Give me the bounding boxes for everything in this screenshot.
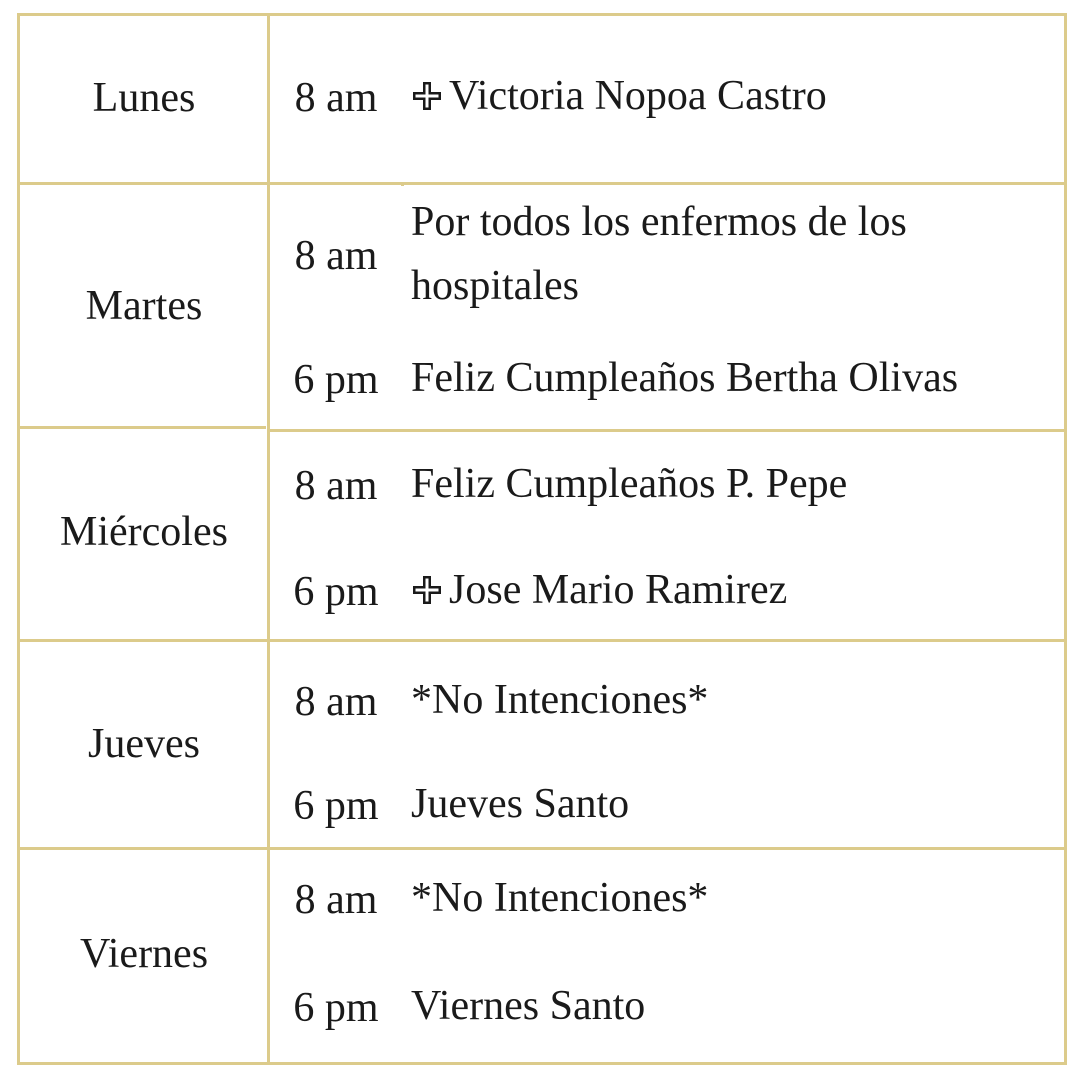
cross-icon xyxy=(411,574,443,606)
day-label-miercoles: Miércoles xyxy=(60,509,228,555)
mass-intention: Feliz Cumpleaños Bertha Olivas xyxy=(411,355,959,401)
intention-text: Jose Mario Ramirez xyxy=(449,567,788,613)
mass-intention: *No Intenciones* xyxy=(411,875,709,921)
intention-line: hospitales xyxy=(411,263,579,309)
mass-time: 8 am xyxy=(294,233,378,279)
row-divider xyxy=(18,639,1066,642)
mass-time: 6 pm xyxy=(293,783,379,829)
day-label-martes: Martes xyxy=(85,283,203,329)
mass-time: 6 pm xyxy=(293,985,379,1031)
mass-time: 8 am xyxy=(294,75,378,121)
mass-time: 6 pm xyxy=(293,569,379,615)
mass-time: 6 pm xyxy=(293,357,379,403)
mass-intention xyxy=(411,64,827,128)
day-label-viernes: Viernes xyxy=(79,931,209,977)
day-label-lunes: Lunes xyxy=(92,75,196,121)
mass-time: 8 am xyxy=(294,463,378,509)
row-divider xyxy=(18,847,1066,850)
mass-intention: *No Intenciones* xyxy=(411,677,709,723)
cross-icon xyxy=(411,80,443,112)
mass-intention: Jueves Santo xyxy=(411,781,630,827)
mass-intention: Feliz Cumpleaños P. Pepe xyxy=(411,461,848,507)
mass-time: 8 am xyxy=(294,877,378,923)
mass-intention: Viernes Santo xyxy=(411,983,646,1029)
mass-time: 8 am xyxy=(294,679,378,725)
intention-line: Por todos los enfermos de los xyxy=(411,199,907,245)
day-label-jueves: Jueves xyxy=(88,721,200,767)
row-divider xyxy=(270,429,1066,432)
row-divider xyxy=(18,182,1066,185)
mass-intention xyxy=(411,558,787,622)
row-divider xyxy=(18,426,266,429)
mass-intention xyxy=(411,190,907,318)
intention-text: Victoria Nopoa Castro xyxy=(449,73,827,119)
